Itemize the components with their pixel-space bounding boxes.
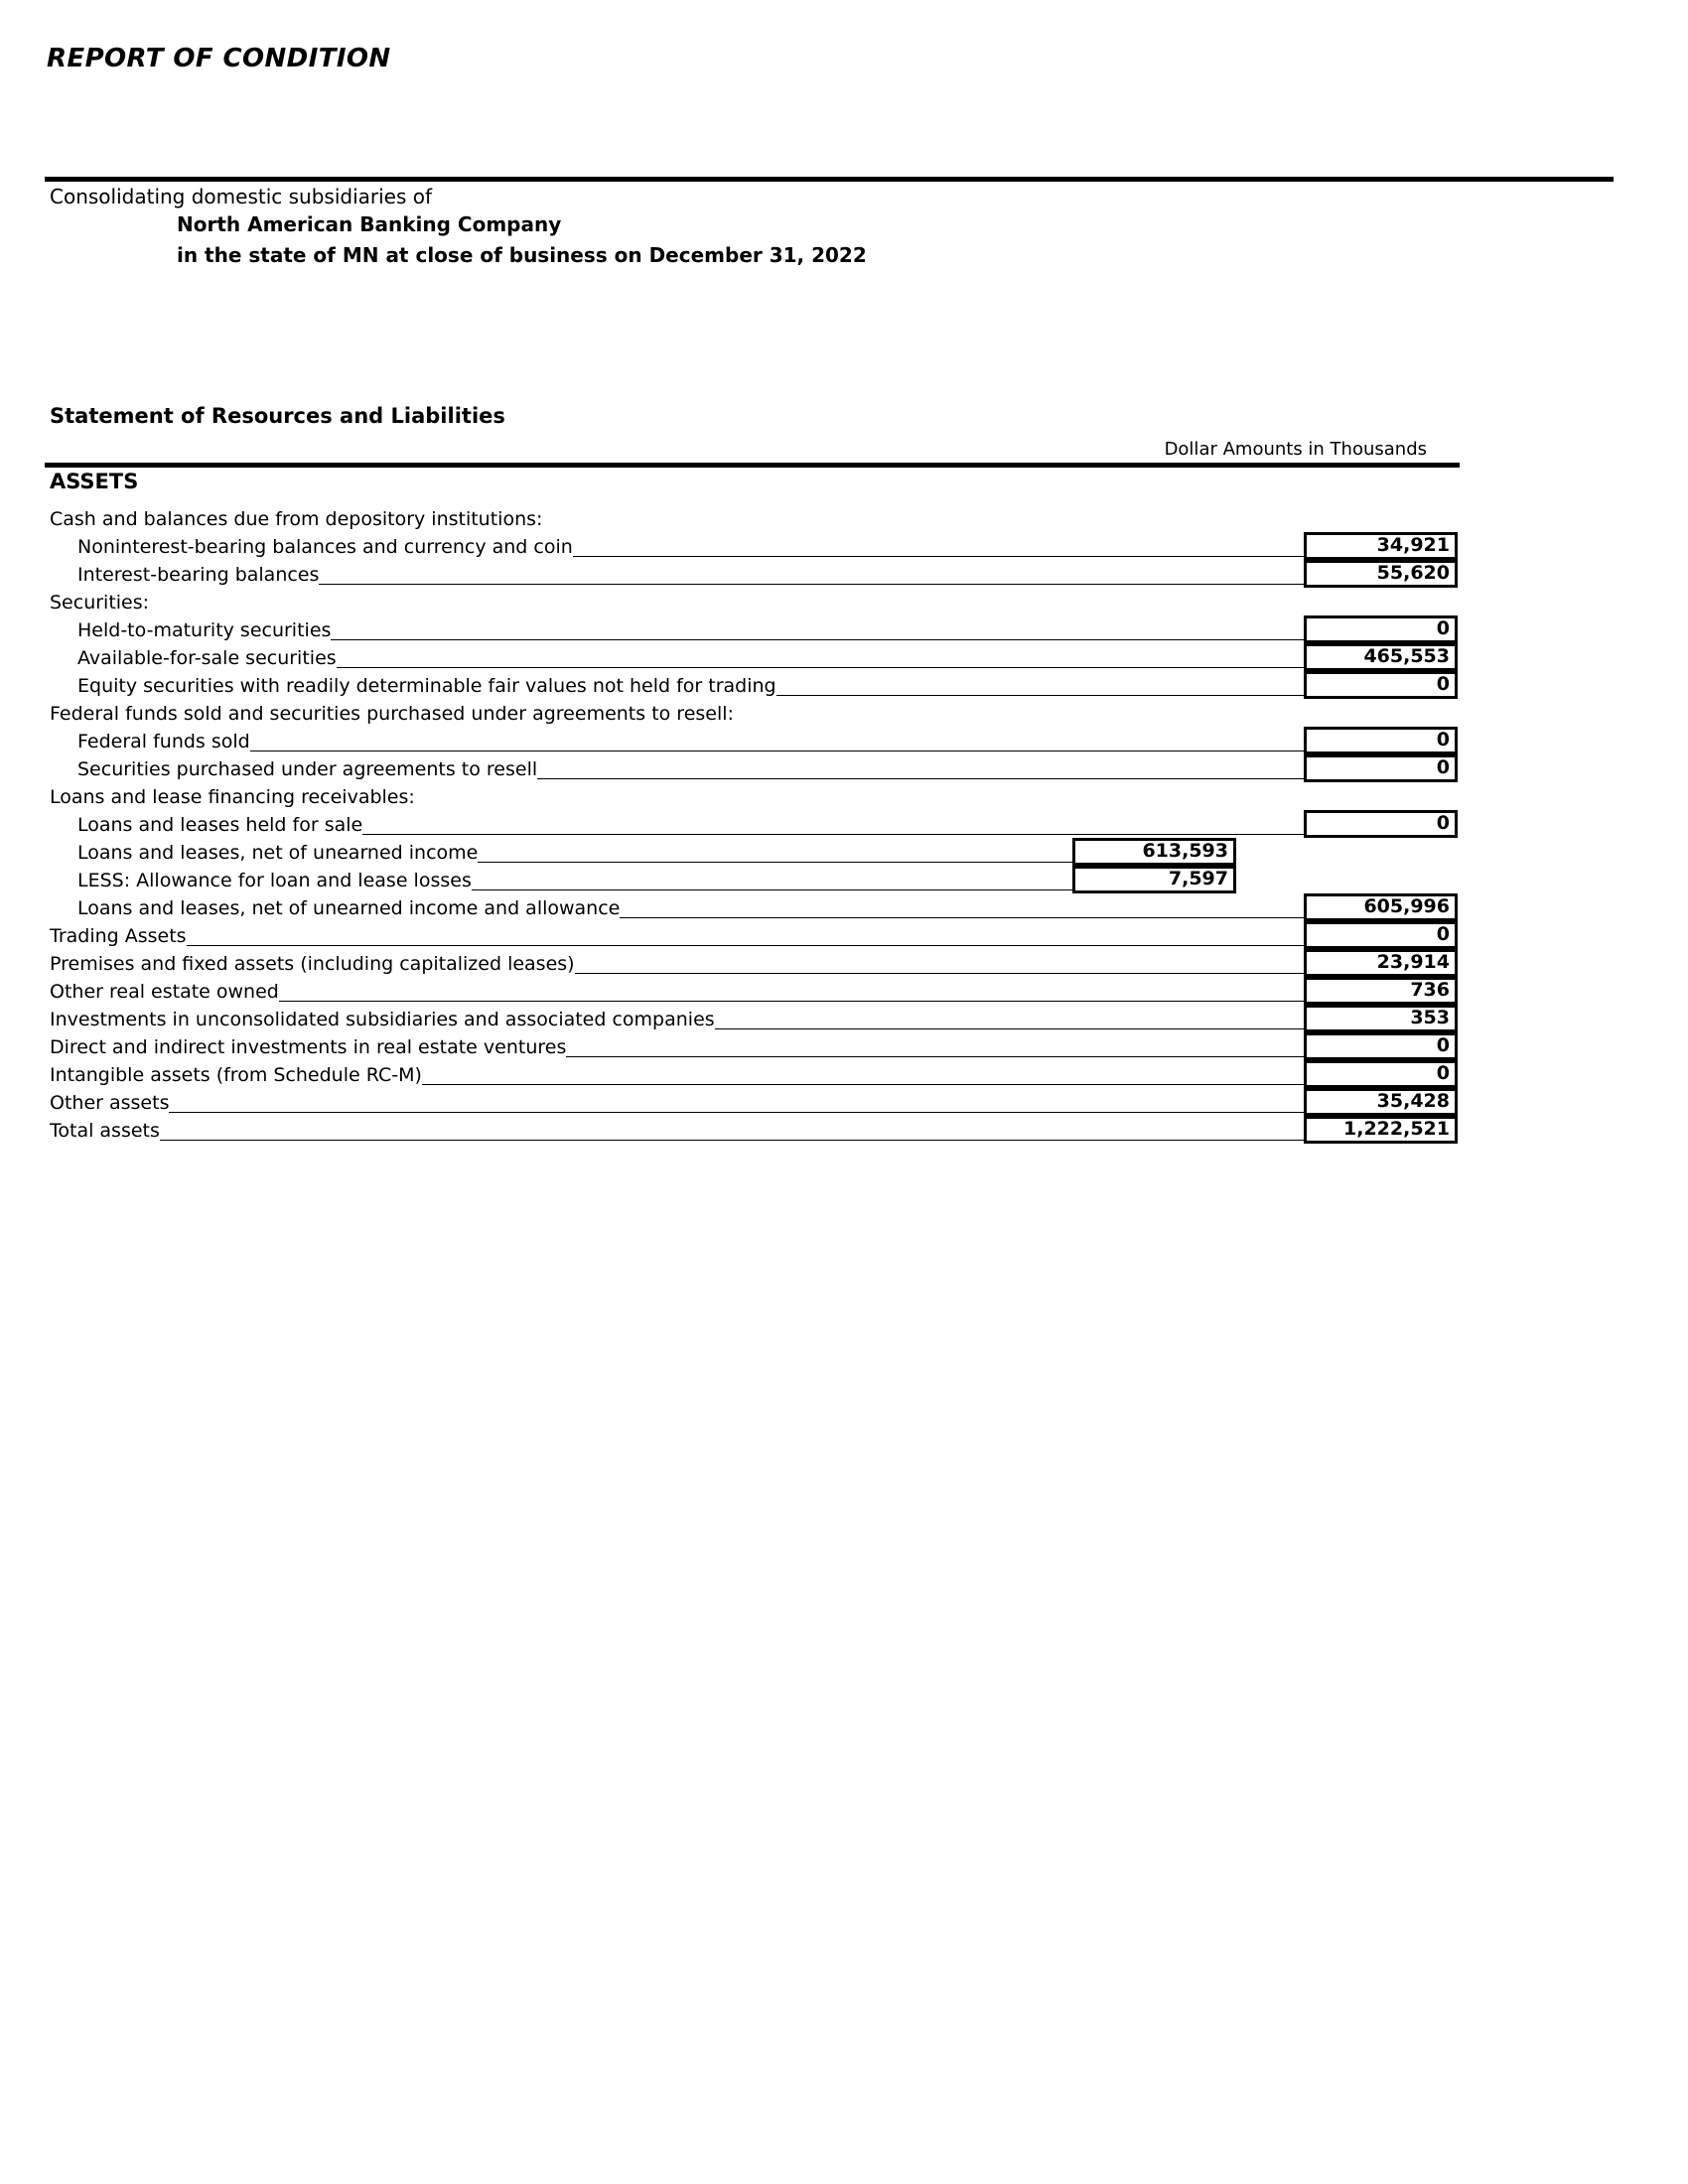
table-row	[0, 838, 1688, 866]
table-row	[0, 921, 1688, 949]
statement-heading: Statement of Resources and Liabilities	[50, 404, 505, 428]
row-label: Federal funds sold	[77, 731, 250, 752]
table-row	[0, 699, 1688, 727]
row-label-group	[50, 588, 149, 615]
mid-value: 613,593	[1142, 840, 1228, 862]
row-label: Equity securities with readily determinable fair values not held for trading	[77, 675, 776, 697]
assets-table	[0, 504, 1688, 1144]
leader-line	[422, 1084, 1304, 1085]
table-row	[0, 1060, 1688, 1088]
value: 736	[1410, 979, 1450, 1001]
row-label-group	[77, 615, 1304, 643]
row-label: Premises and fixed assets (including capitalized leases)	[50, 953, 575, 975]
leader-line	[776, 695, 1304, 696]
row-label: Securities:	[50, 592, 150, 614]
value: 23,914	[1376, 951, 1450, 973]
table-row	[0, 810, 1688, 838]
row-label-group	[77, 810, 1304, 838]
row-label: Available-for-sale securities	[77, 647, 337, 669]
table-row	[0, 977, 1688, 1005]
row-label: Cash and balances due from depository institutions:	[50, 508, 543, 530]
value: 353	[1410, 1007, 1450, 1028]
table-row	[0, 532, 1688, 560]
header-divider-rule	[45, 177, 1614, 182]
value-box	[1304, 810, 1458, 838]
row-label: Intangible assets (from Schedule RC-M)	[50, 1064, 422, 1086]
row-label-group	[77, 893, 1304, 921]
mid-value-box	[1072, 866, 1236, 893]
row-label: Held-to-maturity securities	[77, 619, 332, 641]
table-row	[0, 671, 1688, 699]
value: 0	[1436, 923, 1450, 945]
units-caption: Dollar Amounts in Thousands	[1164, 439, 1427, 460]
table-row	[0, 1005, 1688, 1032]
value-box	[1304, 1088, 1458, 1116]
value-box	[1304, 1032, 1458, 1060]
value: 35,428	[1376, 1090, 1450, 1112]
row-label-group	[50, 699, 734, 727]
table-row	[0, 893, 1688, 921]
leader-line	[362, 834, 1304, 835]
row-label-group	[77, 560, 1304, 588]
row-label: Investments in unconsolidated subsidiaries and associated companies	[50, 1009, 715, 1030]
leader-line	[575, 973, 1304, 974]
value: 0	[1436, 1062, 1450, 1084]
row-label-group	[50, 1060, 1304, 1088]
mid-value-box	[1072, 838, 1236, 866]
table-row	[0, 866, 1688, 893]
leader-line	[279, 1001, 1304, 1002]
table-row	[0, 560, 1688, 588]
row-label: Trading Assets	[50, 925, 187, 947]
leader-line	[715, 1028, 1304, 1029]
state-and-date: in the state of MN at close of business on December 31, 2022	[177, 243, 867, 267]
table-row	[0, 1116, 1688, 1144]
value: 0	[1436, 673, 1450, 695]
value-box	[1304, 1116, 1458, 1144]
row-label: Total assets	[50, 1120, 160, 1142]
table-row	[0, 949, 1688, 977]
leader-line	[566, 1056, 1304, 1057]
value: 605,996	[1363, 895, 1450, 917]
row-label-group	[50, 1032, 1304, 1060]
mid-value: 7,597	[1168, 868, 1228, 889]
value: 0	[1436, 812, 1450, 834]
leader-line	[537, 778, 1304, 779]
value-box	[1304, 532, 1458, 560]
value: 1,222,521	[1343, 1118, 1450, 1140]
table-row	[0, 588, 1688, 615]
row-label: Loans and leases held for sale	[77, 814, 363, 836]
table-row	[0, 1088, 1688, 1116]
value-box	[1304, 727, 1458, 754]
row-label-group	[77, 727, 1304, 754]
assets-divider-rule	[45, 463, 1460, 468]
row-label-group	[50, 1005, 1304, 1032]
row-label-group	[50, 1088, 1304, 1116]
page-title: REPORT OF CONDITION	[47, 44, 391, 73]
value-box	[1304, 671, 1458, 699]
table-row	[0, 615, 1688, 643]
leader-line	[337, 667, 1304, 668]
value-box	[1304, 1060, 1458, 1088]
row-label-group	[77, 838, 1072, 866]
row-label-group	[50, 1116, 1304, 1144]
leader-line	[169, 1112, 1304, 1113]
row-label: Interest-bearing balances	[77, 564, 320, 586]
row-label: Other assets	[50, 1092, 170, 1114]
row-label-group	[77, 754, 1304, 782]
value-box	[1304, 949, 1458, 977]
table-row	[0, 727, 1688, 754]
row-label-group	[50, 977, 1304, 1005]
leader-line	[620, 917, 1304, 918]
leader-line	[331, 639, 1304, 640]
row-label-group	[77, 866, 1072, 893]
row-label-group	[50, 504, 542, 532]
row-label-group	[50, 921, 1304, 949]
leader-line	[478, 862, 1072, 863]
value: 0	[1436, 729, 1450, 751]
table-row	[0, 504, 1688, 532]
value-box	[1304, 1005, 1458, 1032]
table-row	[0, 754, 1688, 782]
row-label: LESS: Allowance for loan and lease losses	[77, 870, 472, 891]
table-row	[0, 643, 1688, 671]
table-row	[0, 1032, 1688, 1060]
row-label-group	[77, 643, 1304, 671]
value: 0	[1436, 617, 1450, 639]
leader-line	[472, 889, 1072, 890]
value-box	[1304, 754, 1458, 782]
row-label: Loans and leases, net of unearned income	[77, 842, 479, 864]
leader-line	[187, 945, 1304, 946]
row-label-group	[77, 671, 1304, 699]
value-box	[1304, 893, 1458, 921]
row-label: Loans and lease financing receivables:	[50, 786, 415, 808]
row-label-group	[77, 532, 1304, 560]
row-label: Securities purchased under agreements to resell	[77, 758, 538, 780]
row-label-group	[50, 782, 415, 810]
value: 55,620	[1376, 562, 1450, 584]
row-label: Other real estate owned	[50, 981, 279, 1003]
value: 0	[1436, 1034, 1450, 1056]
value: 0	[1436, 756, 1450, 778]
row-label: Direct and indirect investments in real estate ventures	[50, 1036, 567, 1058]
assets-section-heading: ASSETS	[50, 470, 139, 493]
row-label: Noninterest-bearing balances and currency and coin	[77, 536, 573, 558]
value-box	[1304, 643, 1458, 671]
value: 465,553	[1363, 645, 1450, 667]
value-box	[1304, 977, 1458, 1005]
row-label: Loans and leases, net of unearned income and allowance	[77, 897, 621, 919]
value-box	[1304, 560, 1458, 588]
row-label: Federal funds sold and securities purchased under agreements to resell:	[50, 703, 734, 725]
value: 34,921	[1376, 534, 1450, 556]
leader-line	[573, 556, 1304, 557]
consolidating-label: Consolidating domestic subsidiaries of	[50, 185, 433, 208]
row-label-group	[50, 949, 1304, 977]
leader-line	[160, 1140, 1304, 1141]
leader-line	[319, 584, 1304, 585]
table-row	[0, 782, 1688, 810]
value-box	[1304, 921, 1458, 949]
bank-name: North American Banking Company	[177, 212, 562, 236]
value-box	[1304, 615, 1458, 643]
